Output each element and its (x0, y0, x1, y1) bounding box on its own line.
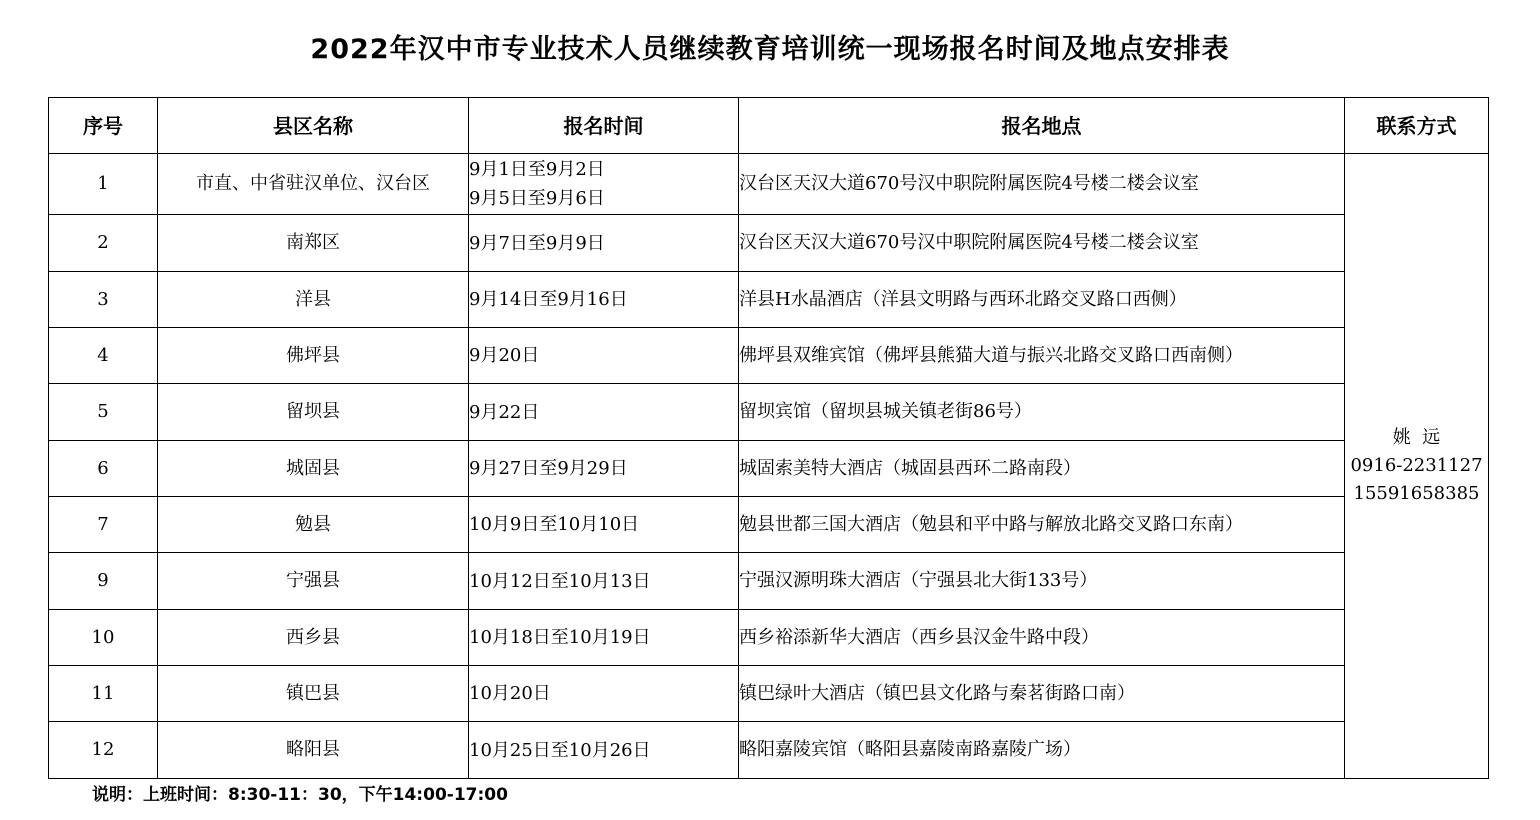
header-contact: 联系方式 (1345, 98, 1489, 154)
cell-county: 留坝县 (158, 384, 469, 441)
table-row (49, 215, 1489, 272)
table-row (49, 666, 1489, 722)
cell-time (469, 384, 739, 441)
cell-num: 3 (49, 272, 158, 328)
cell-place: 汉台区天汉大道670号汉中职院附属医院4号楼二楼会议室 (739, 154, 1345, 215)
cell-county: 西乡县 (158, 610, 469, 666)
cell-place: 西乡裕添新华大酒店（西乡县汉金牛路中段） (739, 610, 1345, 666)
cell-time (469, 553, 739, 610)
cell-place: 城固索美特大酒店（城固县西环二路南段） (739, 441, 1345, 497)
table-row (49, 553, 1489, 610)
table-row (49, 497, 1489, 553)
cell-place: 勉县世都三国大酒店（勉县和平中路与解放北路交叉路口东南） (739, 497, 1345, 553)
time-line: 9月1日至9月2日 (469, 159, 605, 180)
cell-place: 留坝宾馆（留坝县城关镇老街86号） (739, 384, 1345, 441)
table-row (49, 722, 1489, 779)
header-county: 县区名称 (158, 98, 469, 154)
cell-time (469, 328, 739, 384)
table-body (49, 154, 1489, 779)
cell-county: 南郑区 (158, 215, 469, 272)
cell-num: 10 (49, 610, 158, 666)
header-place: 报名地点 (739, 98, 1345, 154)
time-line: 10月9日至10月10日 (469, 514, 640, 535)
cell-county: 宁强县 (158, 553, 469, 610)
cell-time (469, 610, 739, 666)
table-row (49, 154, 1489, 215)
contact-phone1: 0916-2231127 (1350, 455, 1483, 476)
time-line: 9月22日 (469, 401, 540, 423)
table-row (49, 272, 1489, 328)
cell-time (469, 215, 739, 272)
time-line: 10月25日至10月26日 (469, 739, 651, 761)
cell-num: 5 (49, 384, 158, 441)
cell-num: 4 (49, 328, 158, 384)
cell-num: 7 (49, 497, 158, 553)
note-text: 说明：上班时间：8:30-11：30，下午14:00-17:00 (92, 785, 508, 805)
header-num: 序号 (49, 98, 158, 154)
table-row (49, 384, 1489, 441)
time-line: 10月12日至10月13日 (469, 570, 651, 592)
contact-phone2: 15591658385 (1353, 483, 1480, 504)
cell-place: 汉台区天汉大道670号汉中职院附属医院4号楼二楼会议室 (739, 215, 1345, 272)
cell-place: 宁强汉源明珠大酒店（宁强县北大街133号） (739, 553, 1345, 610)
time-line: 9月20日 (469, 345, 540, 366)
time-line: 10月20日 (469, 683, 551, 704)
time-line: 9月7日至9月9日 (469, 232, 605, 254)
cell-place: 佛坪县双维宾馆（佛坪县熊猫大道与振兴北路交叉路口西南侧） (739, 328, 1345, 384)
cell-time (469, 272, 739, 328)
table-row (49, 328, 1489, 384)
table-header-row (49, 98, 1489, 154)
table-row (49, 441, 1489, 497)
cell-num: 2 (49, 215, 158, 272)
cell-time (469, 722, 739, 779)
contact-name: 姚 远 (1392, 427, 1441, 448)
time-line: 9月27日至9月29日 (469, 458, 628, 479)
time-line: 10月18日至10月19日 (469, 627, 651, 648)
cell-num: 1 (49, 154, 158, 215)
cell-county: 勉县 (158, 497, 469, 553)
cell-num: 6 (49, 441, 158, 497)
cell-county: 略阳县 (158, 722, 469, 779)
time-line: 9月14日至9月16日 (469, 289, 628, 310)
cell-county: 佛坪县 (158, 328, 469, 384)
cell-contact (1345, 154, 1489, 779)
cell-num: 12 (49, 722, 158, 779)
cell-time (469, 666, 739, 722)
cell-num: 9 (49, 553, 158, 610)
cell-num: 11 (49, 666, 158, 722)
cell-place: 镇巴绿叶大酒店（镇巴县文化路与秦茗街路口南） (739, 666, 1345, 722)
cell-county: 洋县 (158, 272, 469, 328)
header-time: 报名时间 (469, 98, 739, 154)
cell-time (469, 441, 739, 497)
cell-county: 镇巴县 (158, 666, 469, 722)
cell-place: 略阳嘉陵宾馆（略阳县嘉陵南路嘉陵广场） (739, 722, 1345, 779)
cell-time (469, 497, 739, 553)
registration-schedule-table (48, 97, 1489, 779)
cell-county: 市直、中省驻汉单位、汉台区 (158, 154, 469, 215)
page-title: 2022年汉中市专业技术人员继续教育培训统一现场报名时间及地点安排表 (310, 34, 1230, 65)
time-line: 9月5日至9月6日 (469, 188, 605, 209)
cell-time (469, 154, 739, 215)
cell-place: 洋县H水晶酒店（洋县文明路与西环北路交叉路口西侧） (739, 272, 1345, 328)
table-row (49, 610, 1489, 666)
cell-county: 城固县 (158, 441, 469, 497)
